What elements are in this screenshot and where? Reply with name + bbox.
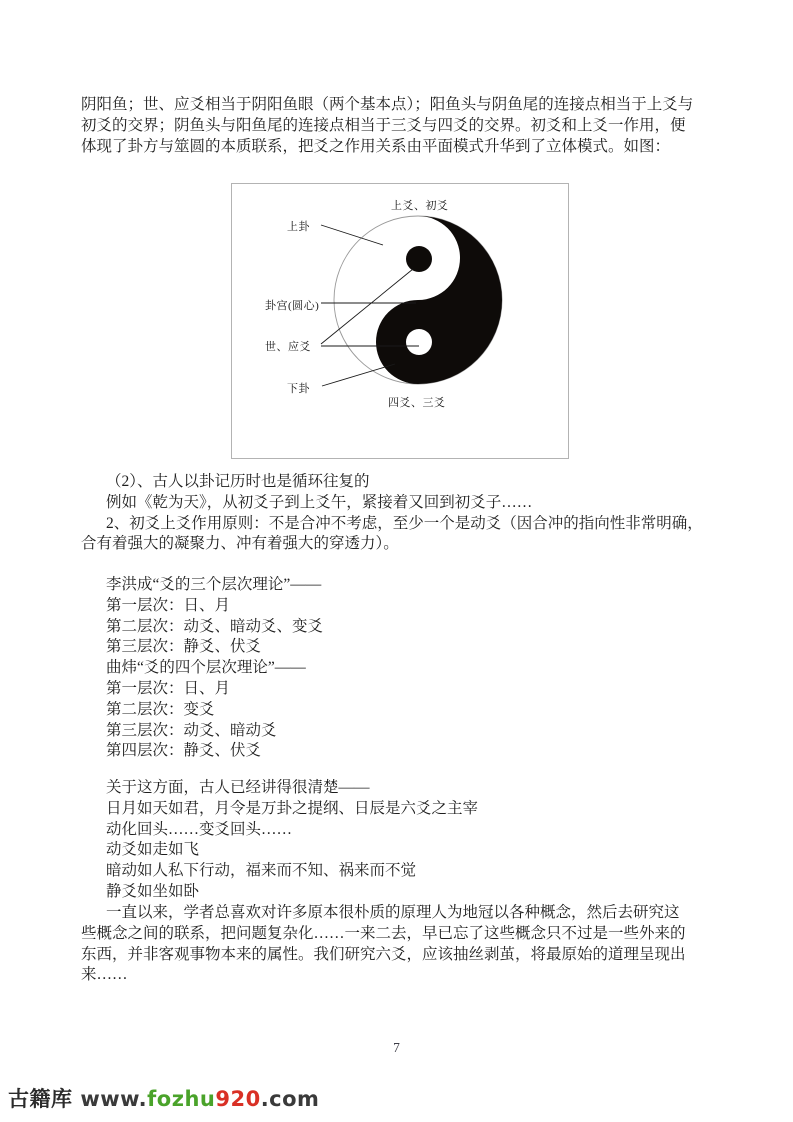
text-line: 动化回头……变爻回头…… [106,820,293,838]
text-line: 第二层次：变爻 [106,700,215,718]
text-line: 初爻的交界；阴鱼头与阳鱼尾的连接点相当于三爻与四爻的交界。初爻和上爻一作用，便 [81,116,686,134]
taiji-black-eye [406,246,432,272]
text-line: 曲炜“爻的四个层次理论”—— [106,659,306,677]
page-number: 7 [393,1040,400,1055]
watermark-part: 920 [215,1087,261,1111]
intro-paragraph [81,95,717,157]
text-line: 日月如天如君，月令是万卦之提纲、日辰是六爻之主宰 [106,799,479,817]
text-line: 动爻如走如飞 [106,841,200,859]
text-line: 静爻如坐如卧 [106,882,200,900]
text-line: 第三层次：静爻、伏爻 [106,638,262,656]
taiji-diagram [232,184,568,458]
label-shi-ying-yao: 世、应爻 [265,341,311,353]
text-line: 体现了卦方与筮圆的本质联系，把爻之作用关系由平面模式升华到了立体模式。如图： [81,137,671,155]
label-lower-trigram: 下卦 [287,383,310,395]
watermark-part: 古籍库 [8,1087,81,1111]
text-line: 关于这方面，古人已经讲得很清楚—— [106,779,370,796]
text-line: 例如《乾为天》，从初爻子到上爻午，紧接着又回到初爻子…… [106,493,533,511]
watermark-part: .com [260,1087,320,1111]
text-line: 来…… [81,966,128,984]
level-theory-section [81,575,717,762]
label-gua-palace: 卦宫(圆心) [265,300,320,312]
text-line: 第二层次：动爻、暗动爻、变爻 [106,617,324,635]
closing-paragraph [81,903,717,986]
label-bottom-yao: 四爻、三爻 [388,397,446,409]
taiji-white-eye [406,329,432,355]
site-watermark [8,1083,319,1113]
text-line: 合有着强大的凝聚力、冲有着强大的穿透力）。 [81,535,399,553]
text-line: 第四层次：静爻、伏爻 [106,742,262,760]
text-line: 阴阳鱼；世、应爻相当于阴阳鱼眼（两个基本点）；阳鱼头与阴鱼尾的连接点相当于上爻与 [81,96,694,113]
text-line: 些概念之间的联系，把问题复杂化……一来二去，早已忘了这些概念只不过是一些外来的 [81,924,686,942]
label-top-yao: 上爻、初爻 [391,200,449,212]
taiji-figure [231,183,569,459]
text-line: 2、初爻上爻作用原则：不是合冲不考虑，至少一个是动爻（因合冲的指向性非常明确， [106,514,703,532]
text-line: 第三层次：动爻、暗动爻 [106,721,277,739]
ancient-sayings-section [81,778,717,903]
text-line: 东西，并非客观事物本来的属性。我们研究六爻，应该抽丝剥茧，将最原始的道理呈现出 [81,945,686,963]
watermark-part: fozhu [147,1087,216,1111]
text-line: （2）、古人以卦记历时也是循环往复的 [106,473,370,490]
watermark-part: www. [80,1087,148,1111]
text-line: 第一层次：日、月 [106,596,231,614]
text-line: 第一层次：日、月 [106,679,231,697]
text-line: 李洪成“爻的三个层次理论”—— [106,576,322,593]
label-upper-trigram: 上卦 [287,221,310,233]
text-line: 暗动如人私下行动，福来而不知、祸来而不觉 [106,862,417,880]
calendar-note-section [81,472,717,555]
text-line: 一直以来，学者总喜欢对许多原本很朴质的原理人为地冠以各种概念，然后去研究这 [106,904,680,921]
